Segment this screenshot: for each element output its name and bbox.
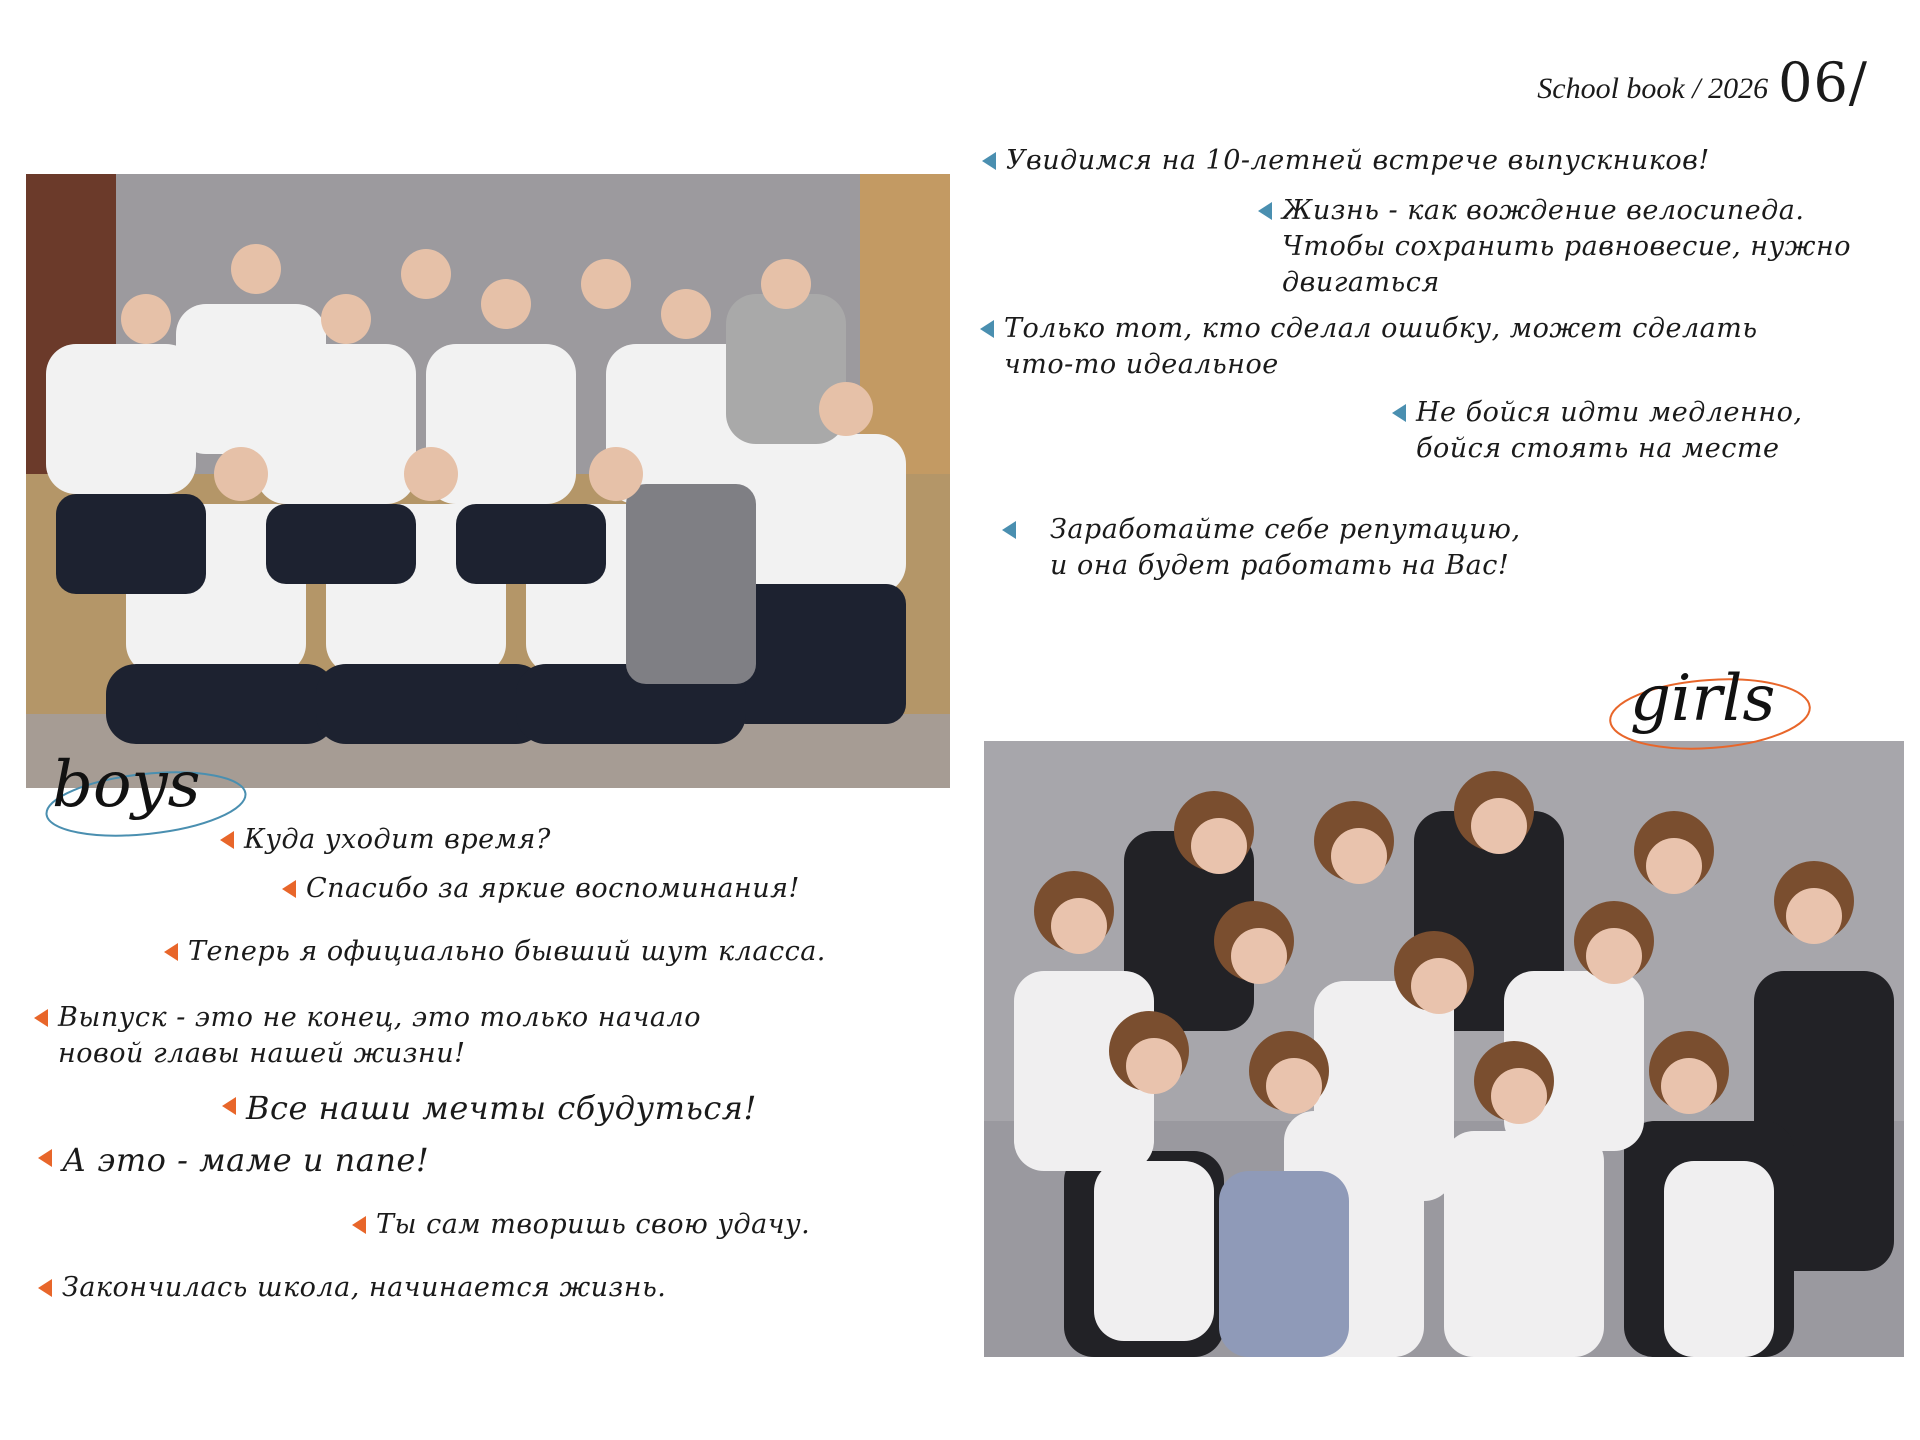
- marker-orange-icon: [34, 1009, 48, 1027]
- quote-right-2: Жизнь - как вождение велосипеда. Чтобы сохранить равновесие, нужно двигаться: [1282, 193, 1851, 301]
- boys-group-photo: [26, 174, 950, 788]
- boys-title: boys: [52, 748, 201, 822]
- marker-orange-icon: [164, 943, 178, 961]
- quote-right-4: Не бойся идти медленно, бойся стоять на месте: [1416, 395, 1802, 467]
- quote-left-1: Куда уходит время?: [244, 822, 551, 858]
- marker-blue-icon: [1258, 202, 1272, 220]
- marker-blue-icon: [1002, 521, 1016, 539]
- quote-left-2: Спасибо за яркие воспоминания!: [306, 871, 800, 907]
- page-number: 06/: [1778, 51, 1868, 114]
- marker-orange-icon: [220, 831, 234, 849]
- marker-orange-icon: [38, 1279, 52, 1297]
- quote-left-3: Теперь я официально бывший шут класса.: [188, 934, 826, 970]
- quote-left-5: Все наши мечты сбудуться!: [246, 1088, 757, 1128]
- page-header: [1537, 51, 1868, 114]
- quote-right-3: Только тот, кто сделал ошибку, может сделать что-то идеальное: [1004, 311, 1758, 383]
- marker-blue-icon: [1392, 404, 1406, 422]
- quote-left-7: Ты сам творишь свою удачу.: [376, 1207, 810, 1243]
- marker-blue-icon: [982, 152, 996, 170]
- quote-left-6: А это - маме и папе!: [62, 1140, 429, 1180]
- girls-group-photo: [984, 741, 1904, 1357]
- marker-orange-icon: [222, 1097, 236, 1115]
- marker-blue-icon: [980, 320, 994, 338]
- marker-orange-icon: [352, 1216, 366, 1234]
- quote-right-5: Заработайте себе репутацию, и она будет работать на Вас!: [1050, 512, 1521, 584]
- quote-left-4: Выпуск - это не конец, это только начало новой главы нашей жизни!: [58, 1000, 701, 1072]
- book-label: School book / 2026: [1537, 72, 1769, 105]
- marker-orange-icon: [38, 1149, 52, 1167]
- girls-title: girls: [1630, 662, 1776, 736]
- quote-right-1: Увидимся на 10-летней встрече выпускников!: [1006, 143, 1710, 179]
- quote-left-8: Закончилась школа, начинается жизнь.: [62, 1270, 666, 1306]
- marker-orange-icon: [282, 880, 296, 898]
